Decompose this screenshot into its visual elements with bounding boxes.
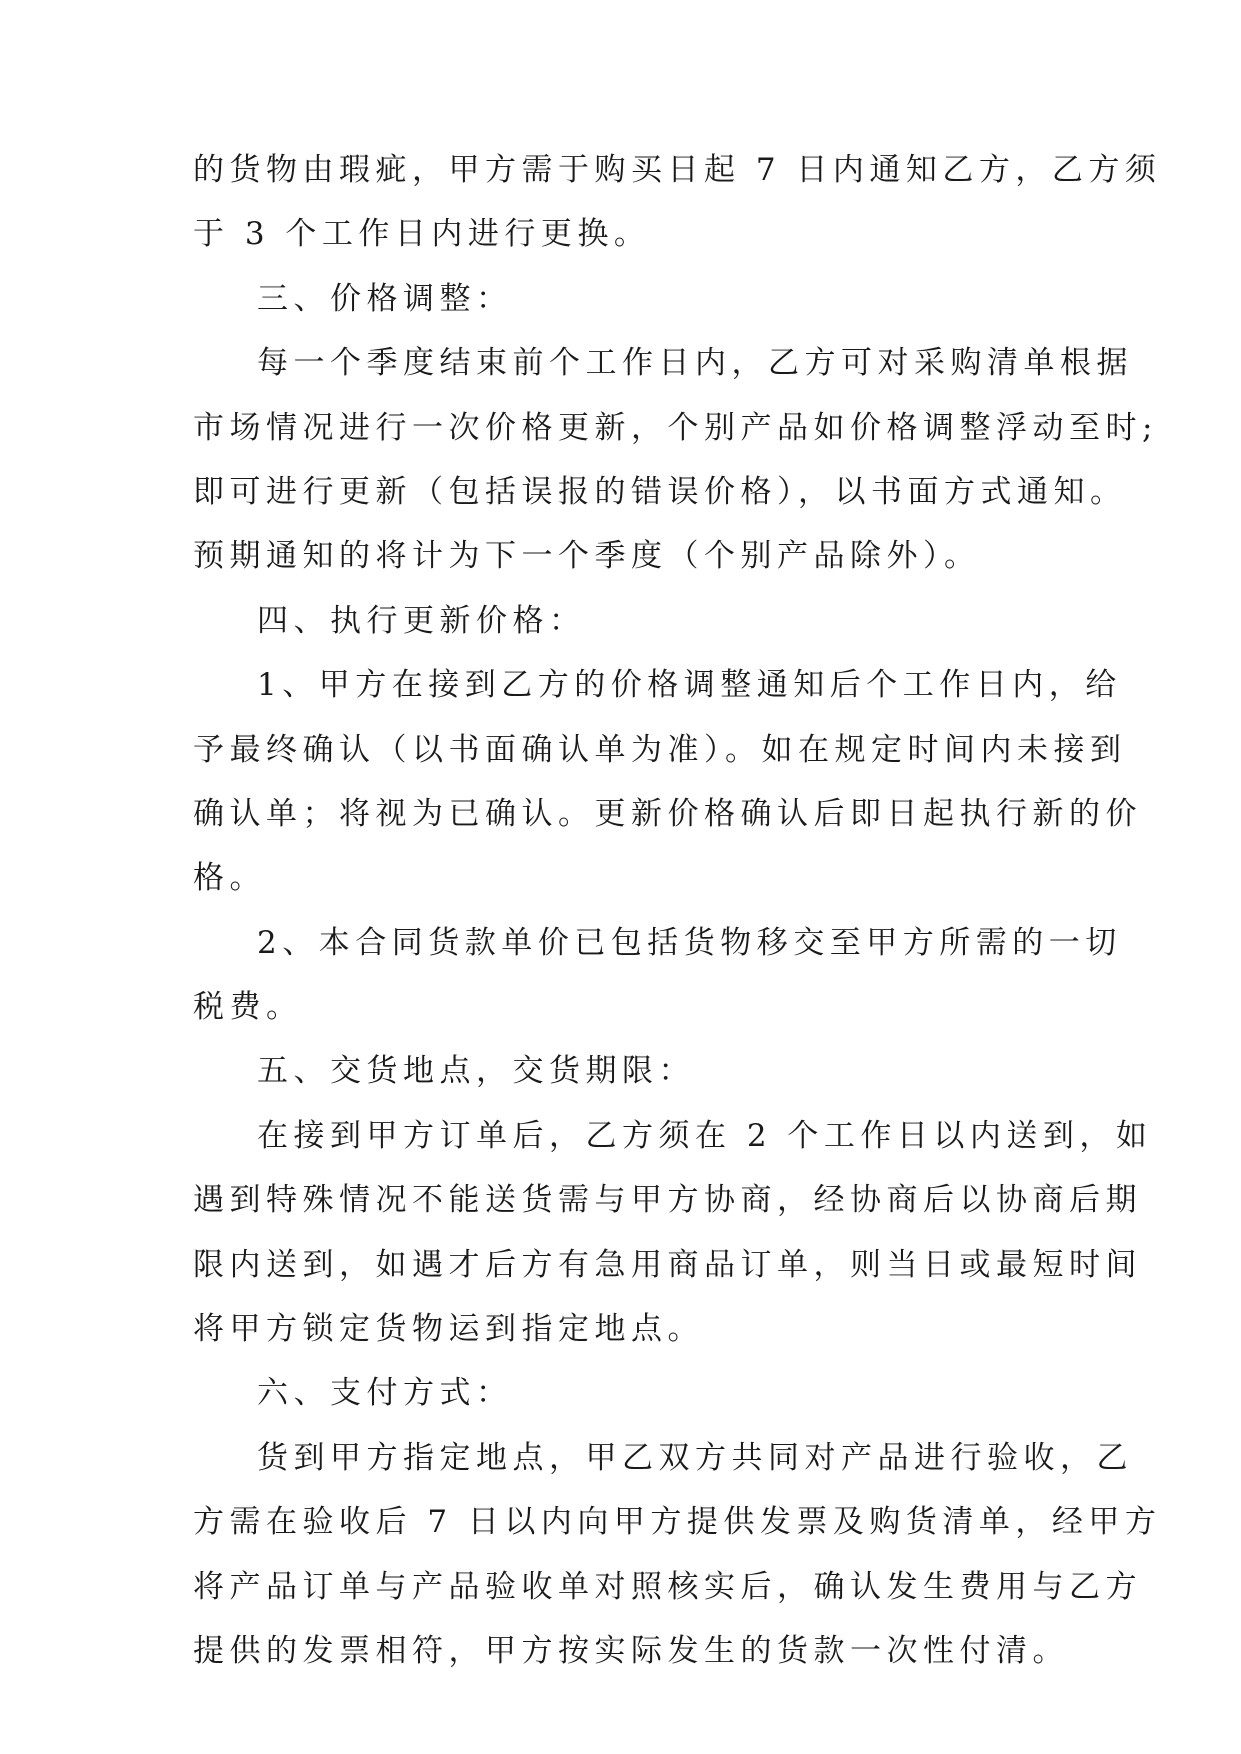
text-line: 方需在验收后 7 日以内向甲方提供发票及购货清单，经甲方 <box>193 1504 1162 1541</box>
text-line: 将产品订单与产品验收单对照核实后，确认发生费用与乙方 <box>193 1568 1142 1605</box>
text-line: 的货物由瑕疵，甲方需于购买日起 7 日内通知乙方，乙方须 <box>193 152 1162 188</box>
text-line: 2、本合同货款单价已包括货物移交至甲方所需的一切 <box>257 924 1122 961</box>
section-heading: 六、支付方式： <box>257 1375 513 1412</box>
text-line: 将甲方锁定货物运到指定地点。 <box>193 1311 704 1348</box>
section-heading: 三、价格调整： <box>257 280 513 317</box>
text-line: 格。 <box>193 860 266 897</box>
text-line: 货到甲方指定地点，甲乙双方共同对产品进行验收，乙 <box>257 1439 1133 1476</box>
text-line: 确认单；将视为已确认。更新价格确认后即日起执行新的价 <box>193 795 1142 832</box>
document-page <box>193 138 1162 1683</box>
text-line: 市场情况进行一次价格更新，个别产品如价格调整浮动至时; <box>193 409 1158 446</box>
text-line: 提供的发票相符，甲方按实际发生的货款一次性付清。 <box>193 1632 1069 1669</box>
text-line: 税费。 <box>193 989 303 1026</box>
text-line: 遇到特殊情况不能送货需与甲方协商，经协商后以协商后期 <box>193 1182 1142 1219</box>
text-line: 予最终确认（以书面确认单为准）。如在规定时间内未接到 <box>193 731 1127 768</box>
section-heading: 四、执行更新价格： <box>257 602 586 639</box>
text-line: 1、甲方在接到乙方的价格调整通知后个工作日内，给 <box>257 667 1122 704</box>
text-line: 预期通知的将计为下一个季度（个别产品除外）。 <box>193 538 981 575</box>
text-line: 每一个季度结束前个工作日内，乙方可对采购清单根据 <box>257 345 1133 382</box>
text-line: 即可进行更新（包括误报的错误价格），以书面方式通知。 <box>193 473 1127 510</box>
section-heading: 五、交货地点，交货期限： <box>257 1053 695 1090</box>
text-line: 在接到甲方订单后，乙方须在 2 个工作日以内送到，如 <box>257 1117 1153 1154</box>
text-line: 于 3 个工作日内进行更换。 <box>193 216 651 253</box>
text-line: 限内送到，如遇才后方有急用商品订单，则当日或最短时间 <box>193 1246 1142 1283</box>
